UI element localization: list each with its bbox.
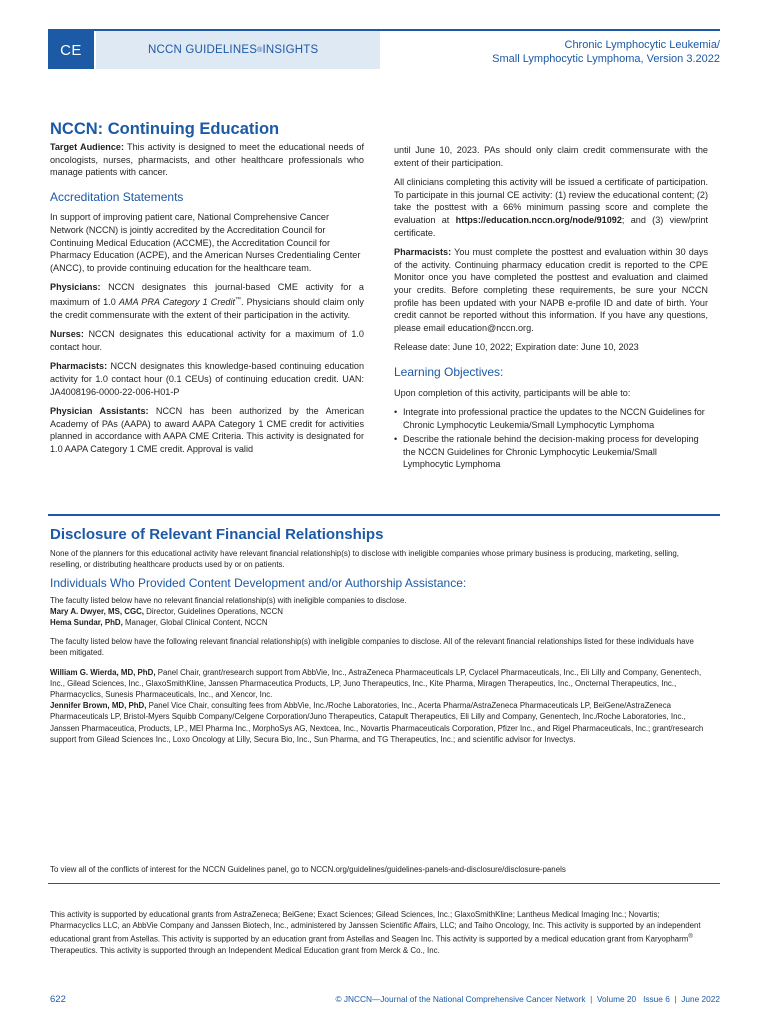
nurses-statement: [50, 328, 364, 353]
sundar-role: Manager, Global Clinical Content, NCCN: [122, 618, 268, 628]
physicians-tm: ™: [235, 296, 242, 303]
physicians-text1: NCCN designates this journal-based CME activity for a maximum of 1.0: [50, 282, 364, 307]
support-text1: This activity is supported by educational grants from AstraZeneca; BeiGene; Exact Sciences; Gilead Sciences, Inc.; GlaxoSmithKline; Lantheus Medical Imaging Inc.; Novartis; Pharmacyclics LLC, an AbbVie Company and Janssen Biotech, Inc., administered by Janssen Scientific Affairs, LLC; and Taiho Oncology, Inc. This activity is supported by an independent educational grant from Astellas. This activity is supported by an education grant from Astellas and Seagen Inc. This activity is supported by a medical education grant from Karyopharm: [50, 910, 701, 944]
ce-badge: [48, 31, 94, 69]
list-item: • Describe the rationale behind the decision-making process for developing the NCCN Guidelines for Chronic Lymphocytic Leukemia/Small Lymphocytic Lymphoma: [394, 433, 708, 471]
support-divider: [48, 883, 720, 884]
pharmacists-instructions: [394, 246, 708, 334]
nurses-label: Nurses:: [50, 329, 84, 340]
support-statement: [50, 909, 710, 956]
accreditation-heading: Accreditation Statements: [50, 189, 184, 204]
objectives-list: [394, 406, 708, 471]
person-sundar: [50, 617, 710, 628]
brown-text: Panel Vice Chair, consulting fees from AbbVie, Inc./Roche Laboratories, Inc., Acerta Pharma/AstraZeneca Pharmaceuticals LP, BeiGene/AstraZeneca Pharmaceuticals LP, Bristol-Myers Squibb Company/Celgene Corporation/Juno Therapeutics, Catapult Therapeutics, Eli Lilly and Company, Genentech, Inc./Roche Laboratories, Inc., Janssen Pharmaceutica, Products, LP., MEI Pharma Inc., MorphoSys AG, Nextcea, Inc., Novartis Pharmaceuticals Corporation, Pfizer Inc., and Rigel Pharmaceuticals, Inc.; grant/research support from Gilead Sciences Inc., Loxo Oncology at Lilly, Secura Bio, Inc., Sun Pharma, and TG Therapeutics, Inc.; and scientific advisor for Invectys.: [50, 701, 704, 744]
journal-name: © JNCCN—Journal of the National Comprehensive Cancer Network: [335, 994, 586, 1004]
support-text2: Therapeutics. This activity is supported through an Independent Medical Education grant from Merck & Co., Inc.: [50, 945, 440, 955]
pharmacists-text: NCCN designates this knowledge-based continuing education activity for 1.0 contact hour (0.1 CEUs) of continuing education credit. UAN: JA4008196-0000-22-006-H01-P: [50, 361, 364, 397]
accreditation-intro: In support of improving patient care, National Comprehensive Cancer Network (NCCN) is jointly accredited by the Accreditation Council for Continuing Medical Education (ACCME), the Accreditation Council for Pharmacy Education (ACPE), and the American Nurses Credentialing Center (ANCC), to provide continuing education for the healthcare team.: [50, 212, 361, 273]
disclosure-heading: Disclosure of Relevant Financial Relationships: [50, 526, 384, 543]
footer-separator: |: [674, 994, 677, 1004]
disclosure-intro: None of the planners for this educational activity have relevant financial relationship(s) to disclose with ineligible companies whose primary business is producing, marketing, selling, reselling, or distributing healthcare products used by or on patients.: [50, 549, 679, 570]
have-relationship-note: The faculty listed below have the following relevant financial relationship(s) with ineligible companies to disclose. All of the relevant financial relationships listed for these individuals have been mitigated.: [50, 637, 694, 658]
volume: Volume 20: [596, 994, 637, 1004]
page-title: NCCN: Continuing Education: [50, 120, 280, 138]
issue: Issue 6: [643, 994, 670, 1004]
right-column: [394, 144, 708, 473]
footer-separator: |: [590, 994, 593, 1004]
participate-text1: All clinicians completing this activity will be issued a certificate of participation. To participate in this journal CE activity: (1) review the educational content; (2) take the posttest with a 66% minimum passing score and complete the evaluation at: [394, 177, 708, 225]
pa-text: NCCN has been authorized by the American Academy of PAs (AAPA) to award AAPA Category 1 CME credit for activities planned in accordance with AAPA CME Criteria. This activity is designated for 1.0 AAPA Category 1 CME credit. Approval is valid: [50, 406, 364, 454]
physicians-credit: AMA PRA Category 1 Credit: [118, 296, 236, 307]
objectives-heading: Learning Objectives:: [394, 364, 504, 379]
no-relationship-note: The faculty listed below have no relevant financial relationship(s) with ineligible companies to disclose.: [50, 595, 407, 605]
wierda-text: Panel Chair, grant/research support from AbbVie, Inc., AstraZeneca Pharmaceuticals LP, Cyclacel Pharmaceuticals, Inc., Eli Lilly and Company, Genentech, Inc., Gilead Sciences, Inc., GlaxoSmithKline, Janssen Pharmaceutica Products, LP, Juno Therapeutics, Inc., Kite Pharma, Miragen Therapeutics, Inc., Oncternal Therapeutics, Inc., Pharmacyclics, Sunesis Pharmaceuticals, Inc., and Xencor, Inc.: [50, 667, 702, 700]
ce-label: CE: [60, 41, 82, 59]
pa-label: Physician Assistants:: [50, 406, 149, 417]
target-label: Target Audience:: [50, 142, 124, 152]
date: June 2022: [681, 994, 720, 1004]
participation-instructions: [394, 176, 708, 239]
page-number: 622: [50, 994, 66, 1005]
participate-text2: ; and (3) view/print certificate.: [394, 214, 708, 238]
insights-label: NCCN GUIDELINES: [148, 44, 258, 56]
pa-continuation: until June 10, 2023. PAs should only claim credit commensurate with the extent of their participation.: [394, 145, 708, 168]
objectives-intro: Upon completion of this activity, participants will be able to:: [394, 387, 631, 398]
list-item: • Integrate into professional practice the updates to the NCCN Guidelines for Chronic Lymphocytic Leukemia/Small Lymphocytic Lymphoma: [394, 406, 708, 431]
individuals-heading: Individuals Who Provided Content Development and/or Authorship Assistance:: [50, 576, 467, 591]
left-column: [50, 141, 364, 463]
running-title-line1: Chronic Lymphocytic Leukemia/: [564, 39, 720, 51]
insights-banner: [96, 31, 380, 69]
support-reg: ®: [688, 933, 693, 940]
conflicts-link[interactable]: To view all of the conflicts of interest for the NCCN Guidelines panel, go to NCCN.org/guidelines/guidelines-panels-and-disclosure/disclosure-panels: [50, 865, 566, 874]
running-title: [492, 38, 720, 66]
sundar-name: Hema Sundar, PhD,: [50, 618, 123, 628]
dwyer-role: Director, Guidelines Operations, NCCN: [143, 606, 283, 616]
pharmacists-statement: [50, 360, 364, 398]
section-divider: [48, 514, 720, 516]
pharmacists-label: Pharmacists:: [50, 361, 108, 372]
education-link[interactable]: https://education.nccn.org/node/91092: [455, 214, 622, 225]
disclosure-body: [50, 548, 710, 753]
physicians-label: Physicians:: [50, 282, 101, 293]
nurses-text: NCCN designates this educational activity for a maximum of 1.0 contact hour.: [50, 329, 364, 352]
physicians-text2: . Physicians should claim only the credit commensurate with the extent of their participation in the activity.: [50, 296, 364, 320]
pa-statement: [50, 405, 364, 455]
dwyer-name: Mary A. Dwyer, MS, CGC,: [50, 606, 144, 616]
pharm-text: You must complete the posttest and evaluation within 30 days of the activity. Continuing pharmacy education credit is reported to the CPE Monitor once you have completed the posttest and evaluation and claimed your credits. Before completing these requirements, be sure your NCCN profile has been updated with your NAPB e-profile ID and date of birth. Your credit cannot be reported without this information. If you have any questions, please email education@nccn.org.: [394, 247, 708, 333]
pharm-label: Pharmacists:: [394, 247, 452, 258]
target-audience: [50, 141, 364, 179]
person-wierda: [50, 667, 710, 701]
release-dates: Release date: June 10, 2022; Expiration date: June 10, 2023: [394, 342, 639, 353]
insights-suffix: INSIGHTS: [262, 44, 319, 56]
target-text: This activity is designed to meet the educational needs of oncologists, nurses, pharmacists, and other healthcare professionals who manage patients with cancer.: [50, 142, 365, 178]
running-title-line2: Small Lymphocytic Lymphoma, Version 3.2022: [492, 53, 720, 65]
person-brown: [50, 700, 710, 745]
insights-reg: ®: [257, 46, 263, 54]
physicians-statement: [50, 281, 364, 321]
wierda-name: William G. Wierda, MD, PhD,: [50, 667, 156, 677]
person-dwyer: [50, 606, 710, 617]
brown-name: Jennifer Brown, MD, PhD,: [50, 701, 147, 711]
journal-footer: [335, 994, 720, 1004]
